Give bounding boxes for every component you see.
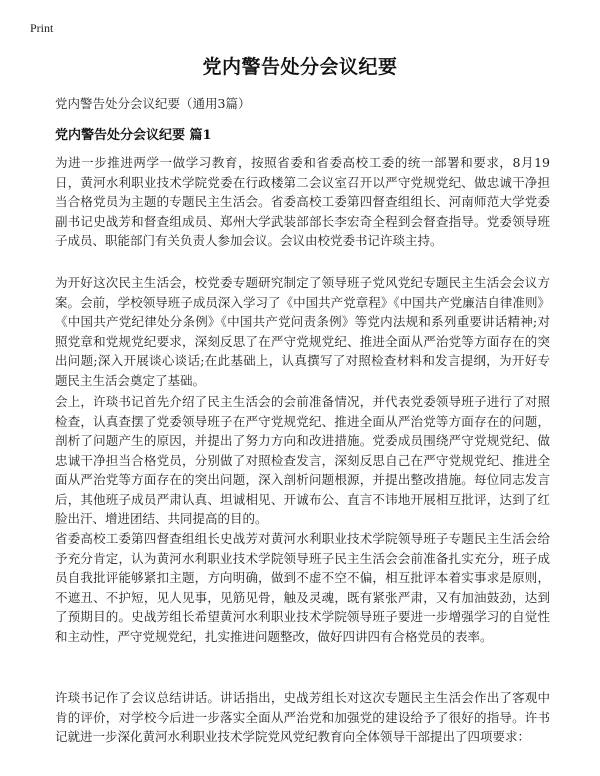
- paragraph-1: 为进一步推进两学一做学习教育，按照省委和省委高校工委的统一部署和要求，8月19日，黄河水利职业技术学院党委在行政楼第二会议室召开以严守党规党纪、做忠诚干净担当合格党员为主题的专题民主生活会。省委高校工委第四督查组组长、河南师范大学党委副书记史战芳和督查组成员、郑州大学武装部部长李宏奇全程到会督查指导。党委领导班子成员、职能部门有关负责人参加会议。会议由校党委书记许琰主持。: [55, 155, 550, 248]
- print-link[interactable]: Print: [30, 21, 54, 35]
- page-title: 党内警告处分会议纪要: [202, 56, 398, 78]
- section-heading: 党内警告处分会议纪要 篇1: [55, 128, 212, 143]
- document-subtitle: 党内警告处分会议纪要（通用3篇）: [55, 96, 251, 111]
- paragraph-3: 会上，许琰书记首先介绍了民主生活会的会前准备情况，并代表党委领导班子进行了对照检查，认真查摆了党委领导班子在严守党规党纪、推进全面从严治党等方面存在的问题，剖析了问题产生的原因，并提出了努力方向和改进措施。党委成员围绕严守党规党纪、做忠诚干净担当合格党员，分别做了对照检查发言，深刻反思自己在严守党规党纪、推进全面从严治党等方面存在的突出问题，深入剖析问题根源，并提出整改措施。每位同志发言后，其他班子成员严肃认真、坦诚相见、开诚布公、直言不讳地开展相互批评，达到了红脸出汗、增进团结、共同提高的目的。: [55, 394, 550, 526]
- paragraph-5: 许琰书记作了会议总结讲话。讲话指出，史战芳组长对这次专题民主生活会作出了客观中肯的评价，对学校今后进一步落实全面从严治党和加强党的建设给予了很好的指导。许书记就进一步深化黄河水利职业技术学院党风党纪教育向全体领导干部提出了四项要求：: [55, 690, 550, 744]
- paragraph-2: 为开好这次民主生活会，校党委专题研究制定了领导班子党风党纪专题民主生活会会议方案。会前，学校领导班子成员深入学习了《中国共产党章程》《中国共产党廉洁自律准则》《中国共产党纪律处分条例》《中国共产党问责条例》等党内法规和系列重要讲话精神;对照党章和党规党纪要求，深刻反思了在严守党规党纪、推进全面从严治党等方面存在的突出问题;深入开展谈心谈话;在此基础上，认真撰写了对照检查材料和发言提纲，为开好专题民主生活会奠定了基础。: [55, 275, 550, 388]
- paragraph-4: 省委高校工委第四督查组组长史战芳对黄河水利职业技术学院领导班子专题民主生活会给予充分肯定，认为黄河水利职业技术学院领导班子民主生活会会前准备扎实充分，班子成员自我批评能够紧扣主题，方向明确，做到不虚不空不偏，相互批评本着实事求是原则，不遮丑、不护短，见人见事，见筋见骨，触及灵魂，既有紧张严肃，又有加油鼓劲，达到了预期目的。史战芳组长希望黄河水利职业技术学院领导班子要进一步增强学习的自觉性和主动性，严守党规党纪，扎实推进问题整改，做好四讲四有合格党员的表率。: [55, 531, 550, 644]
